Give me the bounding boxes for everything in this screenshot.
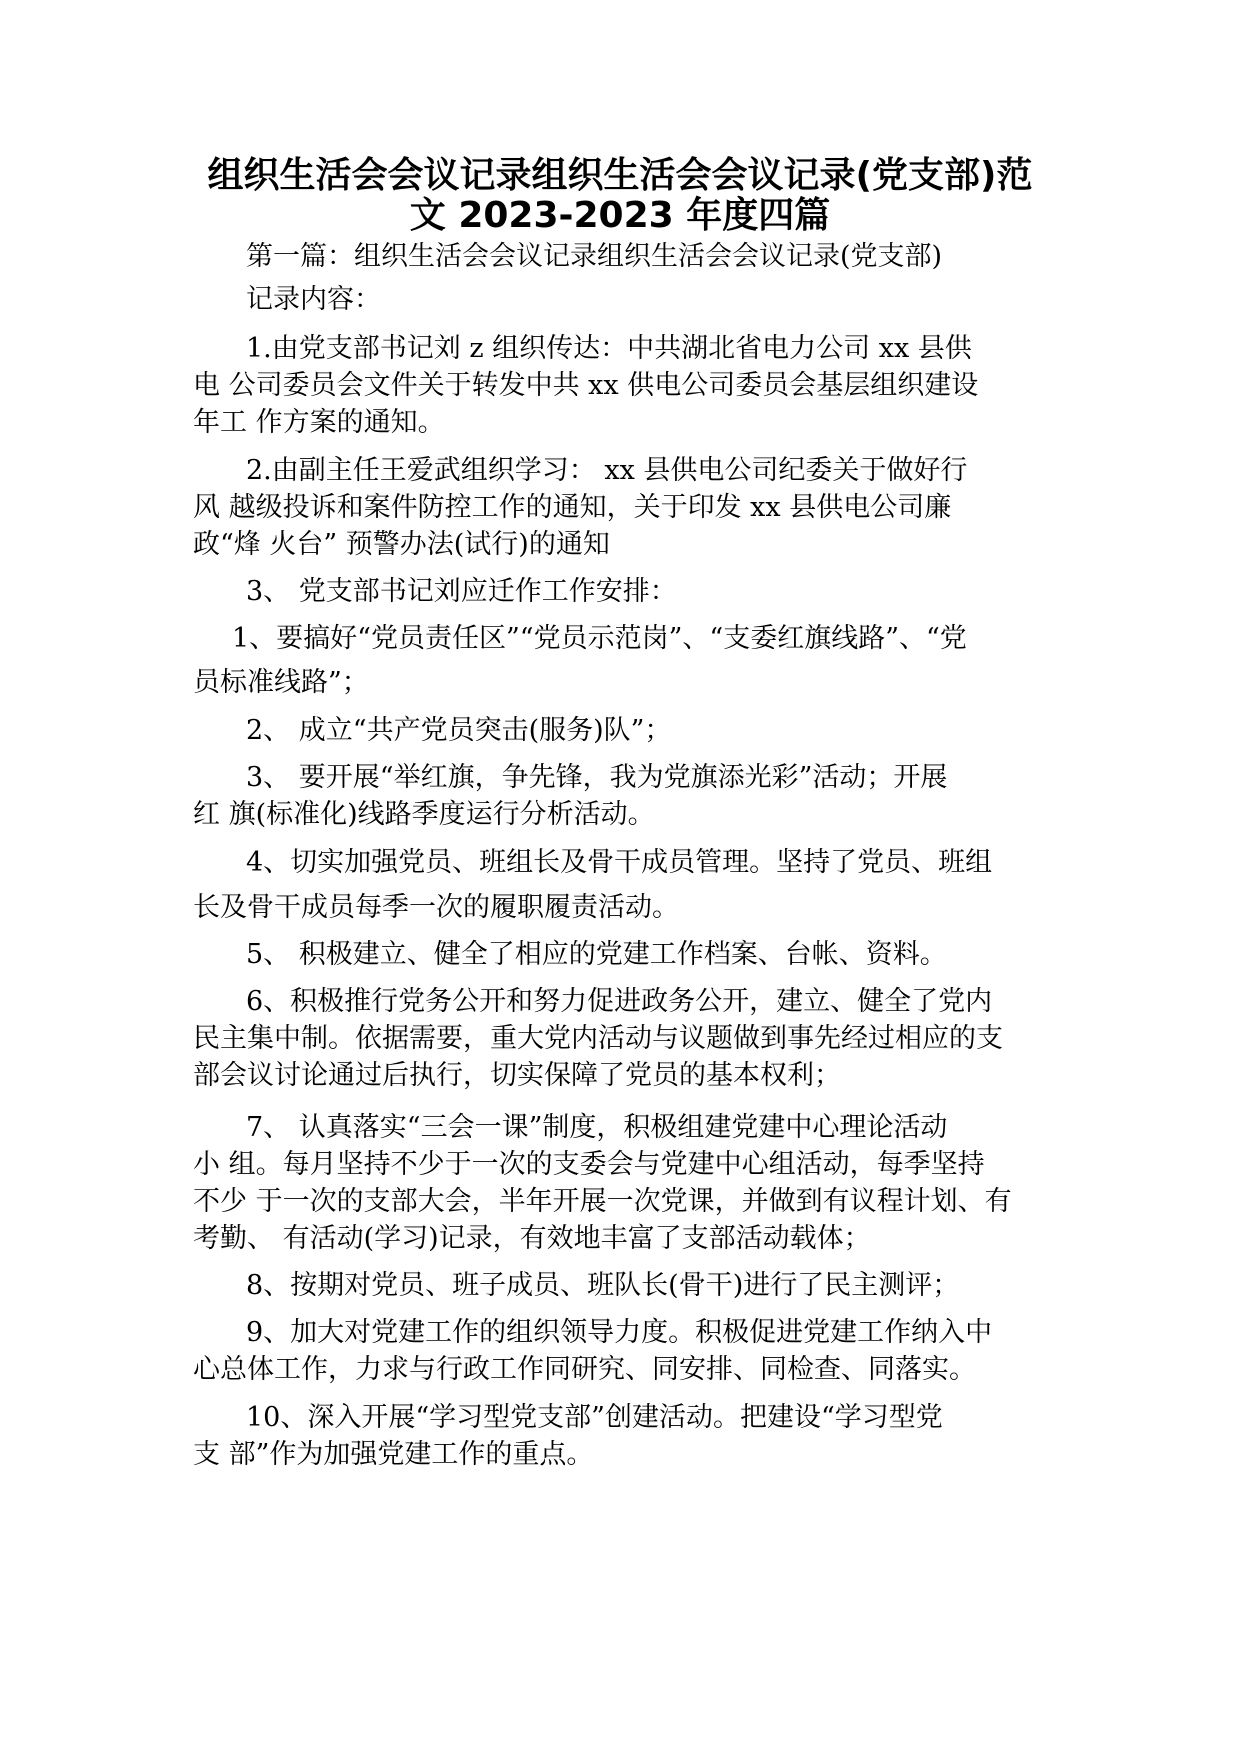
section-heading: 第一篇：组织生活会会议记录组织生活会会议记录(党支部) [246, 241, 943, 272]
paragraph-line: 3、 党支部书记刘应迁作工作安排： [246, 576, 677, 607]
paragraph-line: 长及骨干成员每季一次的履职履责活动。 [193, 892, 679, 923]
document-title-line-1: 组织生活会会议记录组织生活会会议记录(党支部)范 [207, 155, 1033, 196]
paragraph-line: 3、 要开展“举红旗，争先锋，我为党旗添光彩”活动；开展 [246, 762, 948, 793]
paragraph-line: 4、切实加强党员、班组长及骨干成员管理。坚持了党员、班组 [246, 847, 993, 878]
paragraph-line: 2、 成立“共产党员突击(服务)队”； [246, 715, 672, 746]
paragraph-line: 8、按期对党员、班子成员、班队长(骨干)进行了民主测评； [246, 1270, 960, 1301]
paragraph-line: 2.由副主任王爱武组织学习： xx 县供电公司纪委关于做好行 [246, 455, 968, 486]
paragraph-line: 部会议讨论通过后执行，切实保障了党员的基本权利； [193, 1060, 841, 1091]
paragraph-line: 红 旗(标准化)线路季度运行分析活动。 [193, 799, 655, 830]
paragraph-line: 不少 于一次的支部大会，半年开展一次党课，并做到有议程计划、有 [193, 1186, 1012, 1217]
paragraph-line: 小 组。每月坚持不少于一次的支委会与党建中心组活动，每季坚持 [193, 1149, 985, 1180]
paragraph-line: 考勤、 有活动(学习)记录，有效地丰富了支部活动载体； [193, 1223, 871, 1254]
paragraph-line: 风 越级投诉和案件防控工作的通知，关于印发 xx 县供电公司廉 [193, 492, 952, 523]
document-title-line-2: 文 2023-2023 年度四篇 [409, 195, 831, 236]
paragraph-line: 1.由党支部书记刘 z 组织传达：中共湖北省电力公司 xx 县供 [246, 333, 972, 364]
paragraph-line: 员标准线路”； [193, 667, 369, 698]
paragraph-line: 民主集中制。依据需要，重大党内活动与议题做到事先经过相应的支 [193, 1023, 1003, 1054]
record-label: 记录内容： [246, 284, 381, 315]
paragraph-line: 电 公司委员会文件关于转发中共 xx 供电公司委员会基层组织建设 [193, 370, 979, 401]
paragraph-line: 10、深入开展“学习型党支部”创建活动。把建设“学习型党 [246, 1402, 943, 1433]
paragraph-line: 6、积极推行党务公开和努力促进政务公开，建立、健全了党内 [246, 986, 993, 1017]
paragraph-line: 1、要搞好“党员责任区”“党员示范岗”、“支委红旗线路”、“党 [232, 623, 967, 654]
paragraph-line: 年工 作方案的通知。 [193, 407, 445, 438]
paragraph-line: 支 部”作为加强党建工作的重点。 [193, 1439, 594, 1470]
paragraph-line: 5、 积极建立、健全了相应的党建工作档案、台帐、资料。 [246, 939, 947, 970]
paragraph-line: 7、 认真落实“三会一课”制度，积极组建党建中心理论活动 [246, 1112, 948, 1143]
paragraph-line: 心总体工作，力求与行政工作同研究、同安排、同检查、同落实。 [193, 1354, 976, 1385]
paragraph-line: 9、加大对党建工作的组织领导力度。积极促进党建工作纳入中 [246, 1317, 993, 1348]
paragraph-line: 政“烽 火台” 预警办法(试行)的通知 [193, 529, 610, 560]
